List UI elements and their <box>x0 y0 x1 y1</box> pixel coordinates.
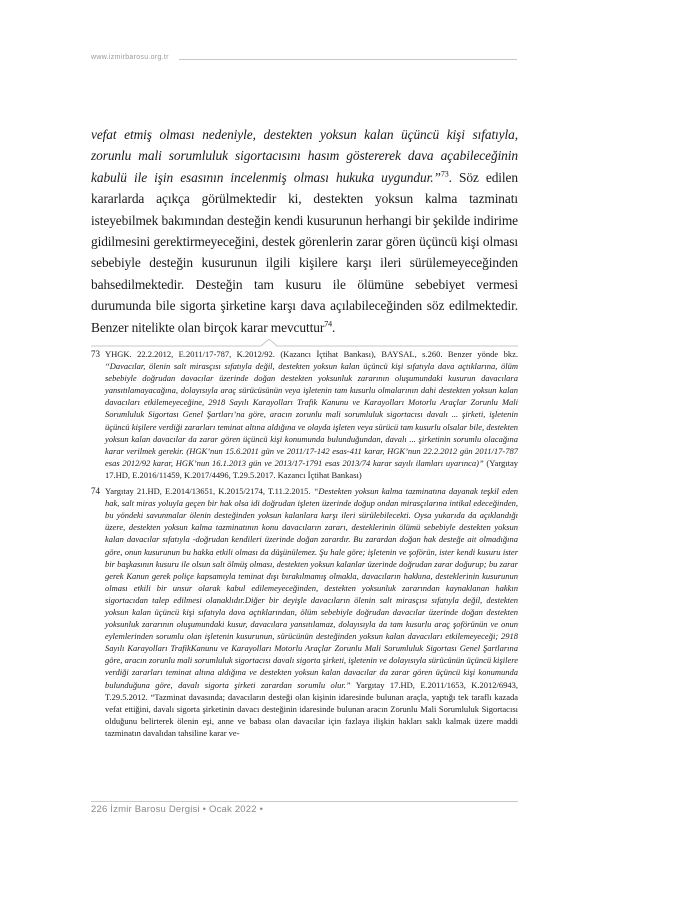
header-rule <box>179 59 517 60</box>
footnote-quote: “Destekten yoksun kalma tazminatına dayanak teşkil eden hak, salt miras yoluyla geçen bir hak olsa idi doğrudan işleten üzerinde doğup ondan mirasçılarına intikal edeceğinden, bu yöndeki savunmalar ölenin desteğinden yoksun kalanlara karşı ileri sürülebilecekti. Oysa yukarıda da açıklandığı üzere, destekten yoksun kalma tazminatının konu davacıların zararı, desteklerinin ölümü sebebiyle destekten yoksun kalan davacılar sıfatıyla -doğrudan kendileri üzerinde doğan zarardır. Bu zarardan doğan hak desteğe ait olmadığına göre, onun kusurunun bu hakka etkili olması da düşünülemez. Şu hale göre; işletenin ve şoförün, ister kendi kusuru ister bir başkasının kusuru ile olsun salt ölmüş olması, destekten yoksun kalanlar üzerinde doğrudan zarar doğurup; bu zarar gerek Kanun gerek poliçe kapsamıyla teminat dışı bırakılmamış olmakla, davacıların hakkına, desteklerinin kusurunun olması etkili bir unsur olarak kabul edilemeyeceğinden, destekten yoksunluk zararından kaynaklanan hakkın sigortacıdan talep edilmesi olanaklıdır.Diğer bir deyişle davacıların ölenin salt mirasçısı sıfatıyla değil, destekten yoksun kalan üçüncü kişi sıfatıyla dava açtıklarından, ölüm sebebiyle doğrudan davacılar üzerinde doğan destekten yoksunluk zararının oluşumundaki kusur, davacılara yansıtılamaz, dolayısıyla da tam kusurlu araç şoförünün ve onun eylemlerinden sorumlu olan işletenin kusurunun, sürücünün desteğinden yoksun kalan davacıları etkilemeyeceği; 2918 Sayılı Karayolları TrafikKanunu ve Karayolları Motorlu Araçlar Zorunlu Mali Sorumluluk Sigortası Genel Şartlarına göre, aracın zorunlu mali sorumluluk sigortacısı davalı sigorta şirketi, işletenin ve dolayısıyla sürücünün üçüncü kişilere verdiği zararları teminat altına aldığına ve destekten yoksun kalan davacılar da zarar gören üçüncü kişi konumunda bulunduğuna göre, davalı sigorta şirketi zarardan sorumlu olur.” <box>105 486 518 690</box>
footnote-lead: Yargıtay 21.HD, E.2014/13651, K.2015/2174, T.11.2.2015. <box>105 486 314 497</box>
footnote-74 <box>91 485 518 739</box>
footnote-number: 73 <box>91 349 100 359</box>
footnote-number: 74 <box>91 486 100 497</box>
footnote-73 <box>91 348 518 481</box>
header-url: www.izmirbarosu.org.tr <box>91 54 169 61</box>
footnote-lead: YHGK. 22.2.2012, E.2011/17-787, K.2012/92. (Kazancı İçtihat Bankası), BAYSAL, s.260. Benzer yönde bkz. <box>105 349 518 359</box>
footnote-ref-74[interactable]: 74 <box>324 319 332 329</box>
footer-rule <box>91 801 518 802</box>
quoted-ruling: vefat etmiş olması nedeniyle, destekten yoksun kalan üçüncü kişi sıfatıyla, zorunlu mali sorumluluk sigortacısını hasım göstererek dava açabileceğinin kabulü ile işin esasının incelenmiş olması hukuka uygundur.” <box>91 127 518 185</box>
footnote-tail: Yargıtay 17.HD, E.2011/1653, K.2012/6943, T.29.5.2012. “Tazminat davasında; davacıların desteği olan kişinin idaresinde bulunan araçla, yaptığı tek taraflı kazada vefat ettiğini, davalı sigorta şirketinin davacı desteğinin idaresinde bulunan aracın Zorunlu Mali Sorumluluk Sigortacısı olduğunu belirterek ölenin eşi, anne ve babası olan davacılar için fazlaya ilişkin hakları saklı kalmak üzere maddi tazminatın davalıdan tahsiline karar ve- <box>105 679 518 738</box>
footnotes <box>91 348 518 739</box>
body-text-main: . Söz edilen kararlarda açıkça görülmektedir ki, destekten yoksun kalma tazminatı isteyebilmek bakımından desteğin kendi kusurunun herhangi bir şekilde indirime gidilmesini gerektirmeyeceğini, destek görenlerin zarar gören üçüncü kişi olması sebebiyle desteğin kusurunun ilgili kişilere karşı ileri sürülemeyeceğinden bahsedilmektedir. Desteğin tam kusuru ile ölümüne sebebiyet vermesi durumunda bile sigorta şirketine karşı dava açılabileceğinden söz edilmektedir. Benzer nitelikte olan birçok karar mevcuttur <box>91 169 518 335</box>
body-paragraph <box>91 124 518 338</box>
body-text-end: . <box>332 319 336 335</box>
footnote-quote: “Davacılar, ölenin salt mirasçısı sıfatıyla değil, destekten yoksun kalan üçüncü kişi sıfatıyla dava açtıklarına, ölüm sebebiyle doğrudan davacılar üzerinde doğan destekten yoksunluk zararının oluşumundaki kusurun davacılara yansıtılamayacağına, dolayısıyla araç sürücüsünün veya işletenin tam kusurlu olmalarının dahi destekten yoksun kalan davacıları etkilemeyeceğine, 2918 Sayılı Karayolları Trafik Kanunu ve Karayolları Motorlu Araçlar Zorunlu Mali Sorumluluk Sigortası Genel Şartları’na göre, aracın zorunlu mali sorumluluk sigortacısı davalı ... şirketi, işletenin üçüncü kişilere verdiği zararları teminat altına aldığına ve olayda işleten veya sürücü tam kusurlu olsalar bile, destekten yoksun kalan davacılar da zarar gören üçüncü kişi konumunda bulunduğundan, davalı ... şirketinin sorumlu olacağına karar verilmek gerekir. (HGK’nun 15.6.2011 gün ve 2011/17-142 esas-411 karar, HGK’nun 22.2.2012 gün 2011/17-787 esas 2012/92 karar, HGK’nun 16.1.2013 gün ve 2013/17-1791 esas 2013/74 karar sayılı ilamları uyarınca)” <box>105 361 518 468</box>
footnote-tail: (Yargıtay 17.HD, E.2016/11459, K.2017/4496, T.29.5.2017. Kazancı İçtihat Bankası) <box>105 457 518 480</box>
page-footer: 226 İzmir Barosu Dergisi • Ocak 2022 • <box>91 804 264 815</box>
footnote-ref-73[interactable]: 73 <box>440 169 449 179</box>
